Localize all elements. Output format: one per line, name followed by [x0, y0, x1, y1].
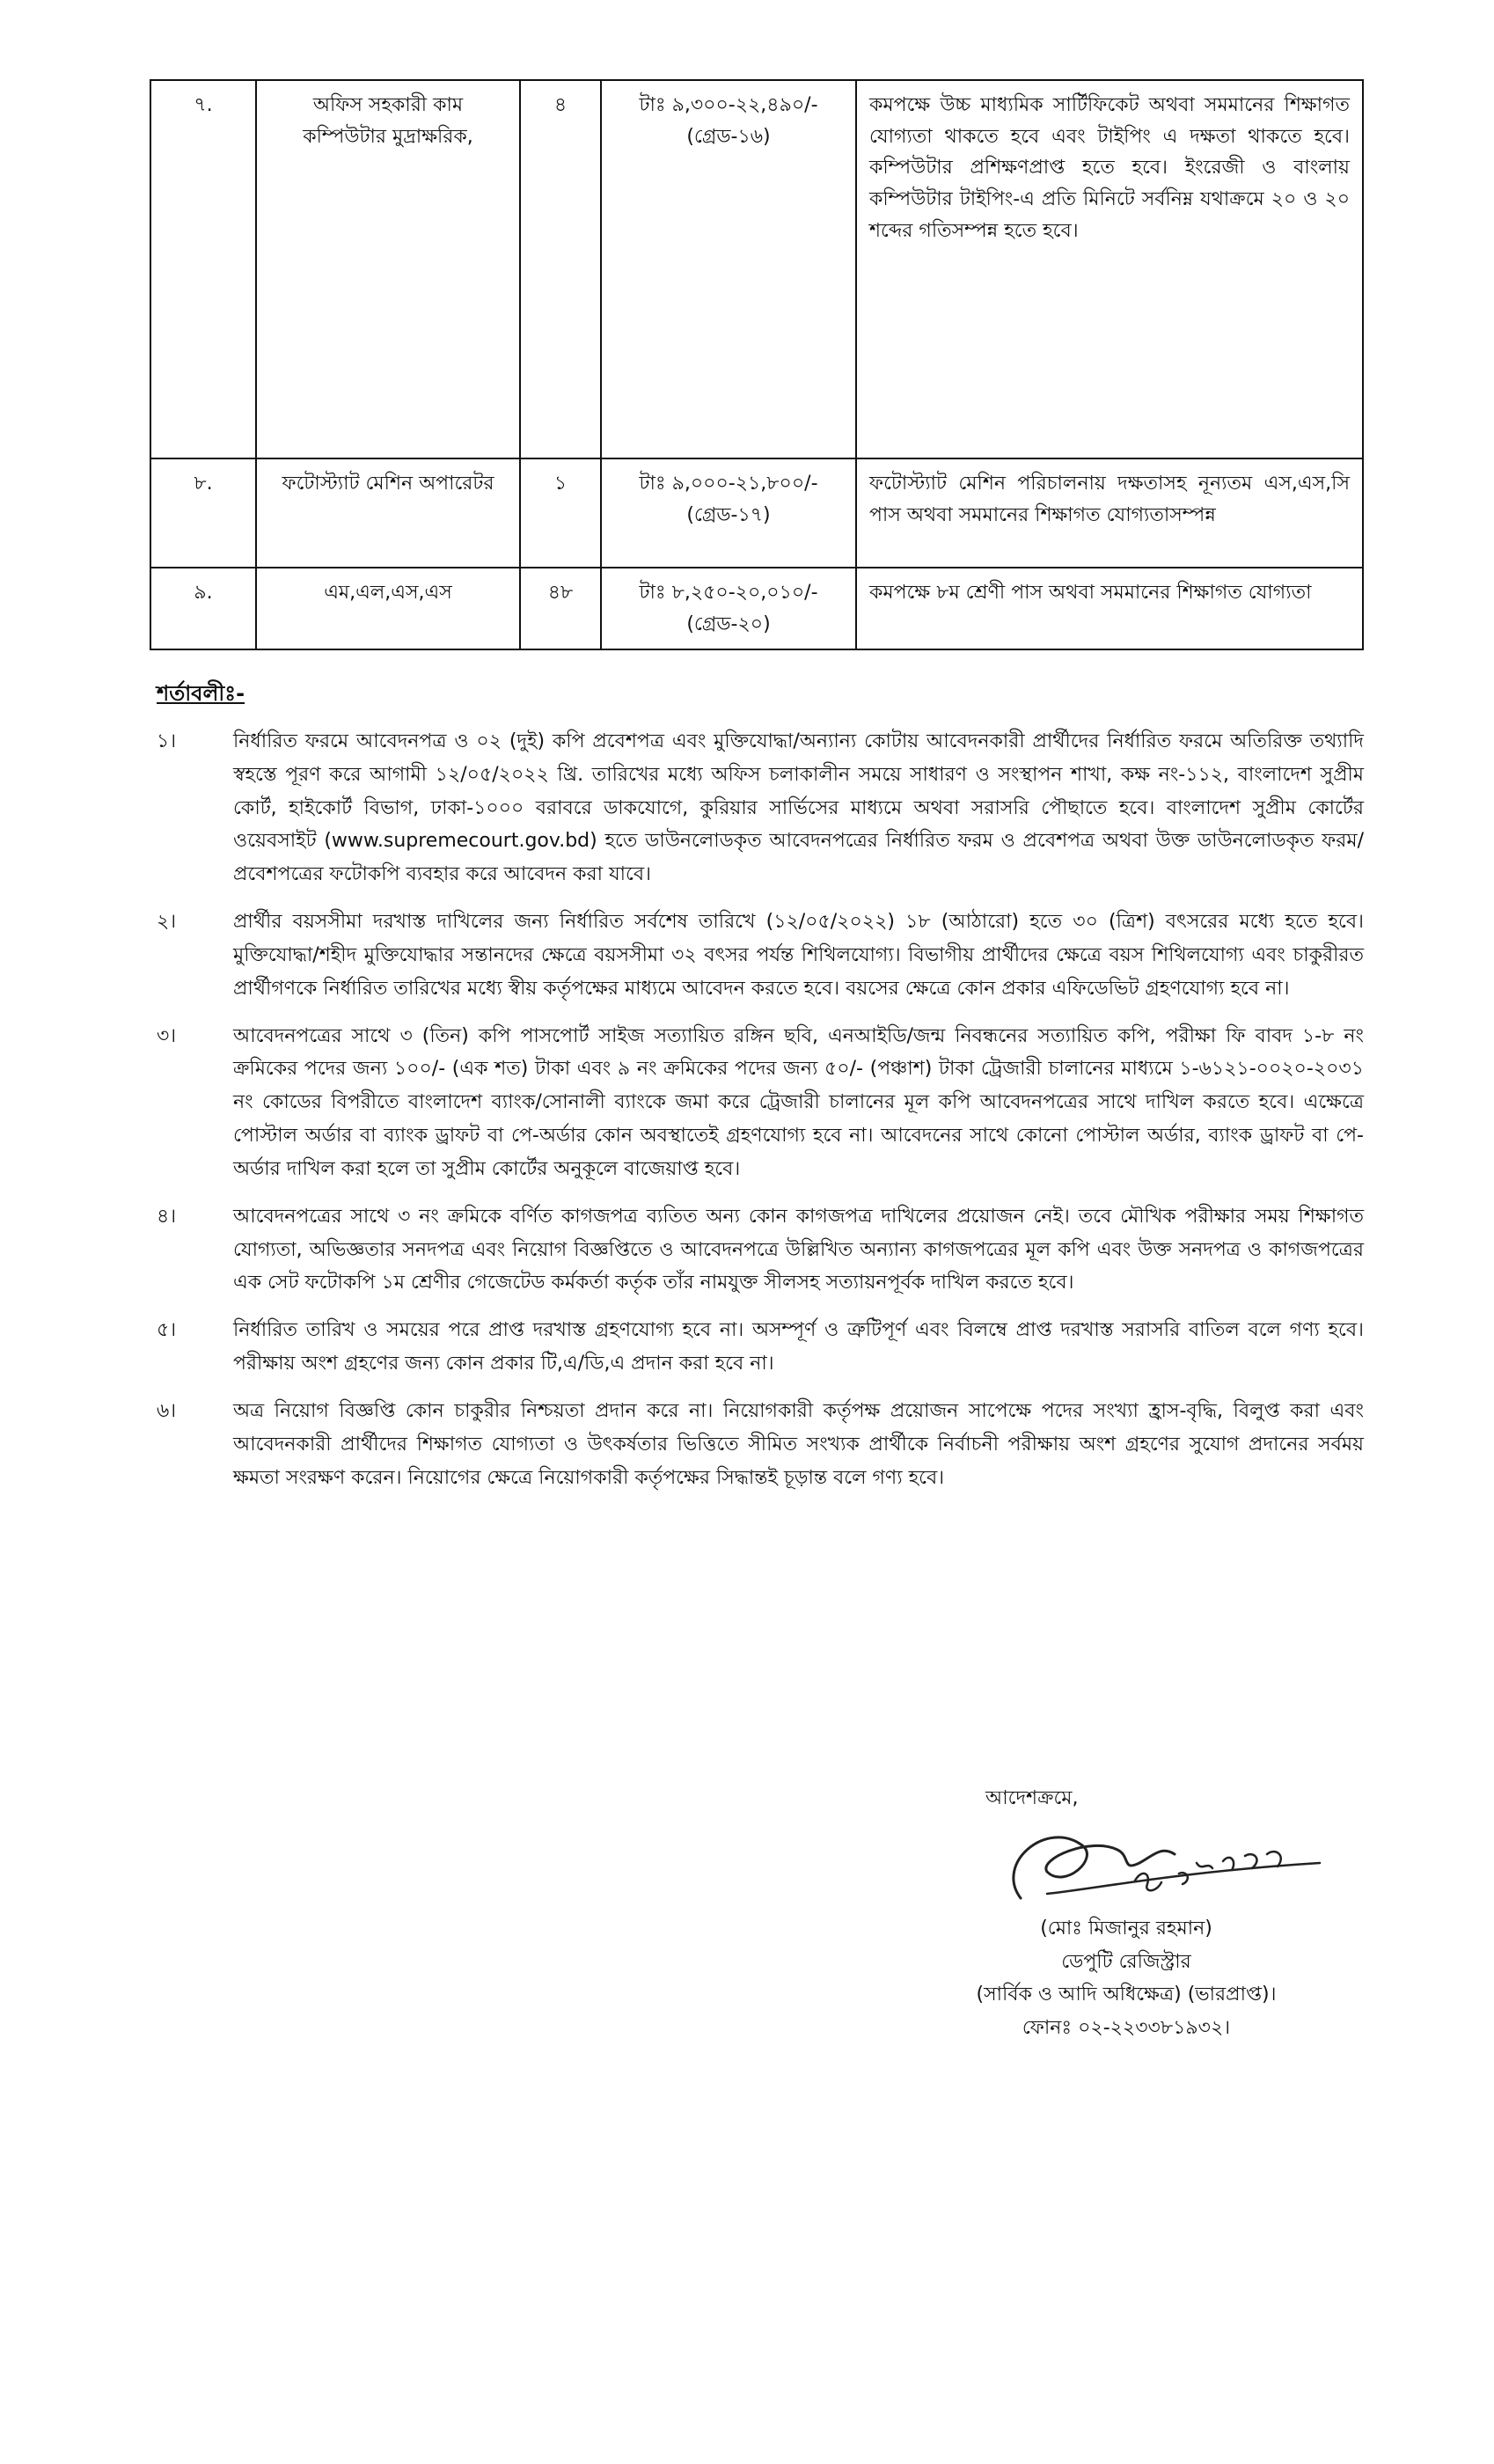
serial-cell: ৯.: [150, 568, 256, 649]
term-text: নির্ধারিত ফরমে আবেদনপত্র ও ০২ (দুই) কপি প্রবেশপত্র এবং মুক্তিযোদ্ধা/অন্যান্য কোটায় আবেদনকারী প্রার্থীদের নির্ধারিত ফরমে অতিরিক্ত তথ্যাদি স্বহস্তে পূরণ করে আগামী ১২/০৫/২০২২ খ্রি. তারিখের মধ্যে অফিস চলাকালীন সময়ে সাধারণ ও সংস্থাপন শাখা, কক্ষ নং-১১২, বাংলাদেশ সুপ্রীম কোর্ট, হাইকোর্ট বিভাগ, ঢাকা-১০০০ বরাবরে ডাকযোগে, কুরিয়ার সার্ভিসের মাধ্যমে অথবা সরাসরি পৌছাতে হবে। বাংলাদেশ সুপ্রীম কোর্টের ওয়েবসাইট (www.supremecourt.gov.bd) হতে ডাউনলোডকৃত আবেদনপত্রের নির্ধারিত ফরম ও প্রবেশপত্র অথবা উক্ত ডাউনলোডকৃত ফরম/প্রবেশপত্রের ফটোকপি ব্যবহার করে আবেদন করা যাবে।: [233, 730, 1364, 886]
term-item: [150, 1314, 1364, 1381]
post-count-cell: ৪৮: [520, 568, 601, 649]
table-row: [150, 458, 1363, 568]
term-item: [150, 1020, 1364, 1186]
term-item: [150, 1395, 1364, 1494]
order-text: আদেশক্রমে,: [985, 1787, 1079, 1809]
term-number: ২।: [157, 911, 177, 934]
term-text: নির্ধারিত তারিখ ও সময়ের পরে প্রাপ্ত দরখাস্ত গ্রহণযোগ্য হবে না। অসম্পূর্ণ ও ত্রুটিপূর্ণ এবং বিলম্বে প্রাপ্ত দরখাস্ত সরাসরি বাতিল বলে গণ্য হবে। পরীক্ষায় অংশ গ্রহণের জন্য কোন প্রকার টি,এ/ডি,এ প্রদান করা হবে না।: [233, 1319, 1364, 1375]
pay-scale-cell: [601, 568, 856, 649]
terms-section: [150, 678, 1364, 1508]
term-item: [150, 1200, 1364, 1300]
signer-name: (মোঃ মিজানুর রহমান): [1040, 1917, 1212, 1940]
term-text: প্রার্থীর বয়সসীমা দরখাস্ত দাখিলের জন্য নির্ধারিত সর্বশেষ তারিখে (১২/০৫/২০২২) ১৮ (আঠারো) হতে ৩০ (ত্রিশ) বৎসরের মধ্যে হতে হবে। মুক্তিযোদ্ধা/শহীদ মুক্তিযোদ্ধার সন্তানদের ক্ষেত্রে বয়সসীমা ৩২ বৎসর পর্যন্ত শিথিলযোগ্য। বিভাগীয় প্রার্থীদের ক্ষেত্রে বয়স শিথিলযোগ্য এবং চাকুরীরত প্রার্থীগণকে নির্ধারিত তারিখের মধ্যে স্বীয় কর্তৃপক্ষের মাধ্যমে আবেদন করতে হবে। বয়সের ক্ষেত্রে কোন প্রকার এফিডেভিট গ্রহণযোগ্য হবে না।: [233, 911, 1364, 1000]
vacancy-table-body: [150, 80, 1363, 649]
post-name-cell: ফটোস্ট্যাট মেশিন অপারেটর: [256, 458, 520, 568]
post-name-cell: এম,এল,এস,এস: [256, 568, 520, 649]
table-row: [150, 568, 1363, 649]
post-count-cell: ৪: [520, 80, 601, 458]
pay-grade: (গ্রেড-১৬): [686, 125, 771, 148]
serial-cell: ৭.: [150, 80, 256, 458]
handwritten-signature-icon: [915, 1810, 1337, 1916]
qualification-cell: কমপক্ষে উচ্চ মাধ্যমিক সার্টিফিকেট অথবা সমমানের শিক্ষাগত যোগ্যতা থাকতে হবে এবং টাইপিং এ দক্ষতা থাকতে হবে। কম্পিউটার প্রশিক্ষণপ্রাপ্ত হতে হবে। ইংরেজী ও বাংলায় কম্পিউটার টাইপিং-এ প্রতি মিনিটে সর্বনিম্ন যথাক্রমে ২০ ও ২০ শব্দের গতিসম্পন্ন হতে হবে।: [856, 80, 1363, 458]
vacancy-table: [150, 79, 1364, 650]
pay-grade: (গ্রেড-১৭): [686, 503, 771, 526]
term-number: ৪।: [157, 1205, 177, 1228]
term-number: ৬।: [157, 1399, 177, 1422]
pay-scale: টাঃ ৯,০০০-২১,৮০০/-: [639, 473, 818, 495]
term-item: [150, 725, 1364, 891]
signer-department: (সার্বিক ও আদি অধিক্ষেত্র) (ভারপ্রাপ্ত)।: [976, 1984, 1277, 2006]
table-row: [150, 80, 1363, 458]
signature-block: [880, 1782, 1373, 2045]
post-count-cell: ১: [520, 458, 601, 568]
term-number: ১।: [157, 730, 177, 752]
terms-heading: শর্তাবলীঃ-: [157, 681, 245, 706]
pay-scale: টাঃ ৯,৩০০-২২,৪৯০/-: [639, 94, 818, 116]
signer-phone: ফোনঃ ০২-২২৩৩৮১৯৩২।: [1022, 2017, 1231, 2040]
term-item: [150, 906, 1364, 1005]
term-number: ৫।: [157, 1319, 177, 1342]
pay-scale-cell: [601, 458, 856, 568]
qualification-cell: ফটোস্ট্যাট মেশিন পরিচালনায় দক্ষতাসহ নূন্যতম এস,এস,সি পাস অথবা সমমানের শিক্ষাগত যোগ্যতাসম্পন্ন: [856, 458, 1363, 568]
term-text: আবেদনপত্রের সাথে ৩ (তিন) কপি পাসপোর্ট সাইজ সত্যায়িত রঙ্গিন ছবি, এনআইডি/জন্ম নিবন্ধনের সত্যায়িত কপি, পরীক্ষা ফি বাবদ ১-৮ নং ক্রমিকের পদের জন্য ১০০/- (এক শত) টাকা এবং ৯ নং ক্রমিকের পদের জন্য ৫০/- (পঞ্চাশ) টাকা ট্রেজারী চালানের মাধ্যমে ১-৬১২১-০০২০-২০৩১ নং কোডের বিপরীতে বাংলাদেশ ব্যাংক/সোনালী ব্যাংকে জমা করে ট্রেজারী চালানের মূল কপি আবেদনপত্রের সাথে দাখিল করতে হবে। এক্ষেত্রে পোস্টাল অর্ডার বা ব্যাংক ড্রাফট বা পে-অর্ডার কোন অবস্থাতেই গ্রহণযোগ্য হবে না। আবেদনের সাথে কোনো পোস্টাল অর্ডার, ব্যাংক ড্রাফট বা পে-অর্ডার দাখিল করা হলে তা সুপ্রীম কোর্টের অনুকূলে বাজেয়াপ্ত হবে।: [233, 1024, 1364, 1180]
qualification-cell: কমপক্ষে ৮ম শ্রেণী পাস অথবা সমমানের শিক্ষাগত যোগ্যতা: [856, 568, 1363, 649]
pay-scale: টাঃ ৮,২৫০-২০,০১০/-: [639, 582, 818, 604]
term-number: ৩।: [157, 1024, 177, 1047]
term-text: অত্র নিয়োগ বিজ্ঞপ্তি কোন চাকুরীর নিশ্চয়তা প্রদান করে না। নিয়োগকারী কর্তৃপক্ষ প্রয়োজন সাপেক্ষে পদের সংখ্যা হ্রাস-বৃদ্ধি, বিলুপ্ত করা এবং আবেদনকারী প্রার্থীদের শিক্ষাগত যোগ্যতা ও উৎকর্ষতার ভিত্তিতে সীমিত সংখ্যক প্রার্থীকে নির্বাচনী পরীক্ষায় অংশ গ্রহণের সুযোগ প্রদানের সর্বময় ক্ষমতা সংরক্ষণ করেন। নিয়োগের ক্ষেত্রে নিয়োগকারী কর্তৃপক্ষের সিদ্ধান্তই চূড়ান্ত বলে গণ্য হবে।: [233, 1399, 1365, 1489]
term-text: আবেদনপত্রের সাথে ৩ নং ক্রমিকে বর্ণিত কাগজপত্র ব্যতিত অন্য কোন কাগজপত্র দাখিলের প্রয়োজন নেই। তবে মৌখিক পরীক্ষার সময় শিক্ষাগত যোগ্যতা, অভিজ্ঞতার সনদপত্র এবং নিয়োগ বিজ্ঞপ্তিতে ও আবেদনপত্রে উল্লিখিত অন্যান্য কাগজপত্রের মূল কপি এবং উক্ত সনদপত্র ও কাগজপত্রের এক সেট ফটোকপি ১ম শ্রেণীর গেজেটেড কর্মকর্তা কর্তৃক তাঁর নামযুক্ত সীলসহ সত্যায়নপূর্বক দাখিল করতে হবে।: [233, 1205, 1364, 1294]
pay-scale-cell: [601, 80, 856, 458]
post-name-cell: অফিস সহকারী কাম কম্পিউটার মুদ্রাক্ষরিক,: [256, 80, 520, 458]
signer-designation: ডেপুটি রেজিস্ট্রার: [1061, 1950, 1191, 1973]
serial-cell: ৮.: [150, 458, 256, 568]
pay-grade: (গ্রেড-২০): [686, 612, 771, 635]
